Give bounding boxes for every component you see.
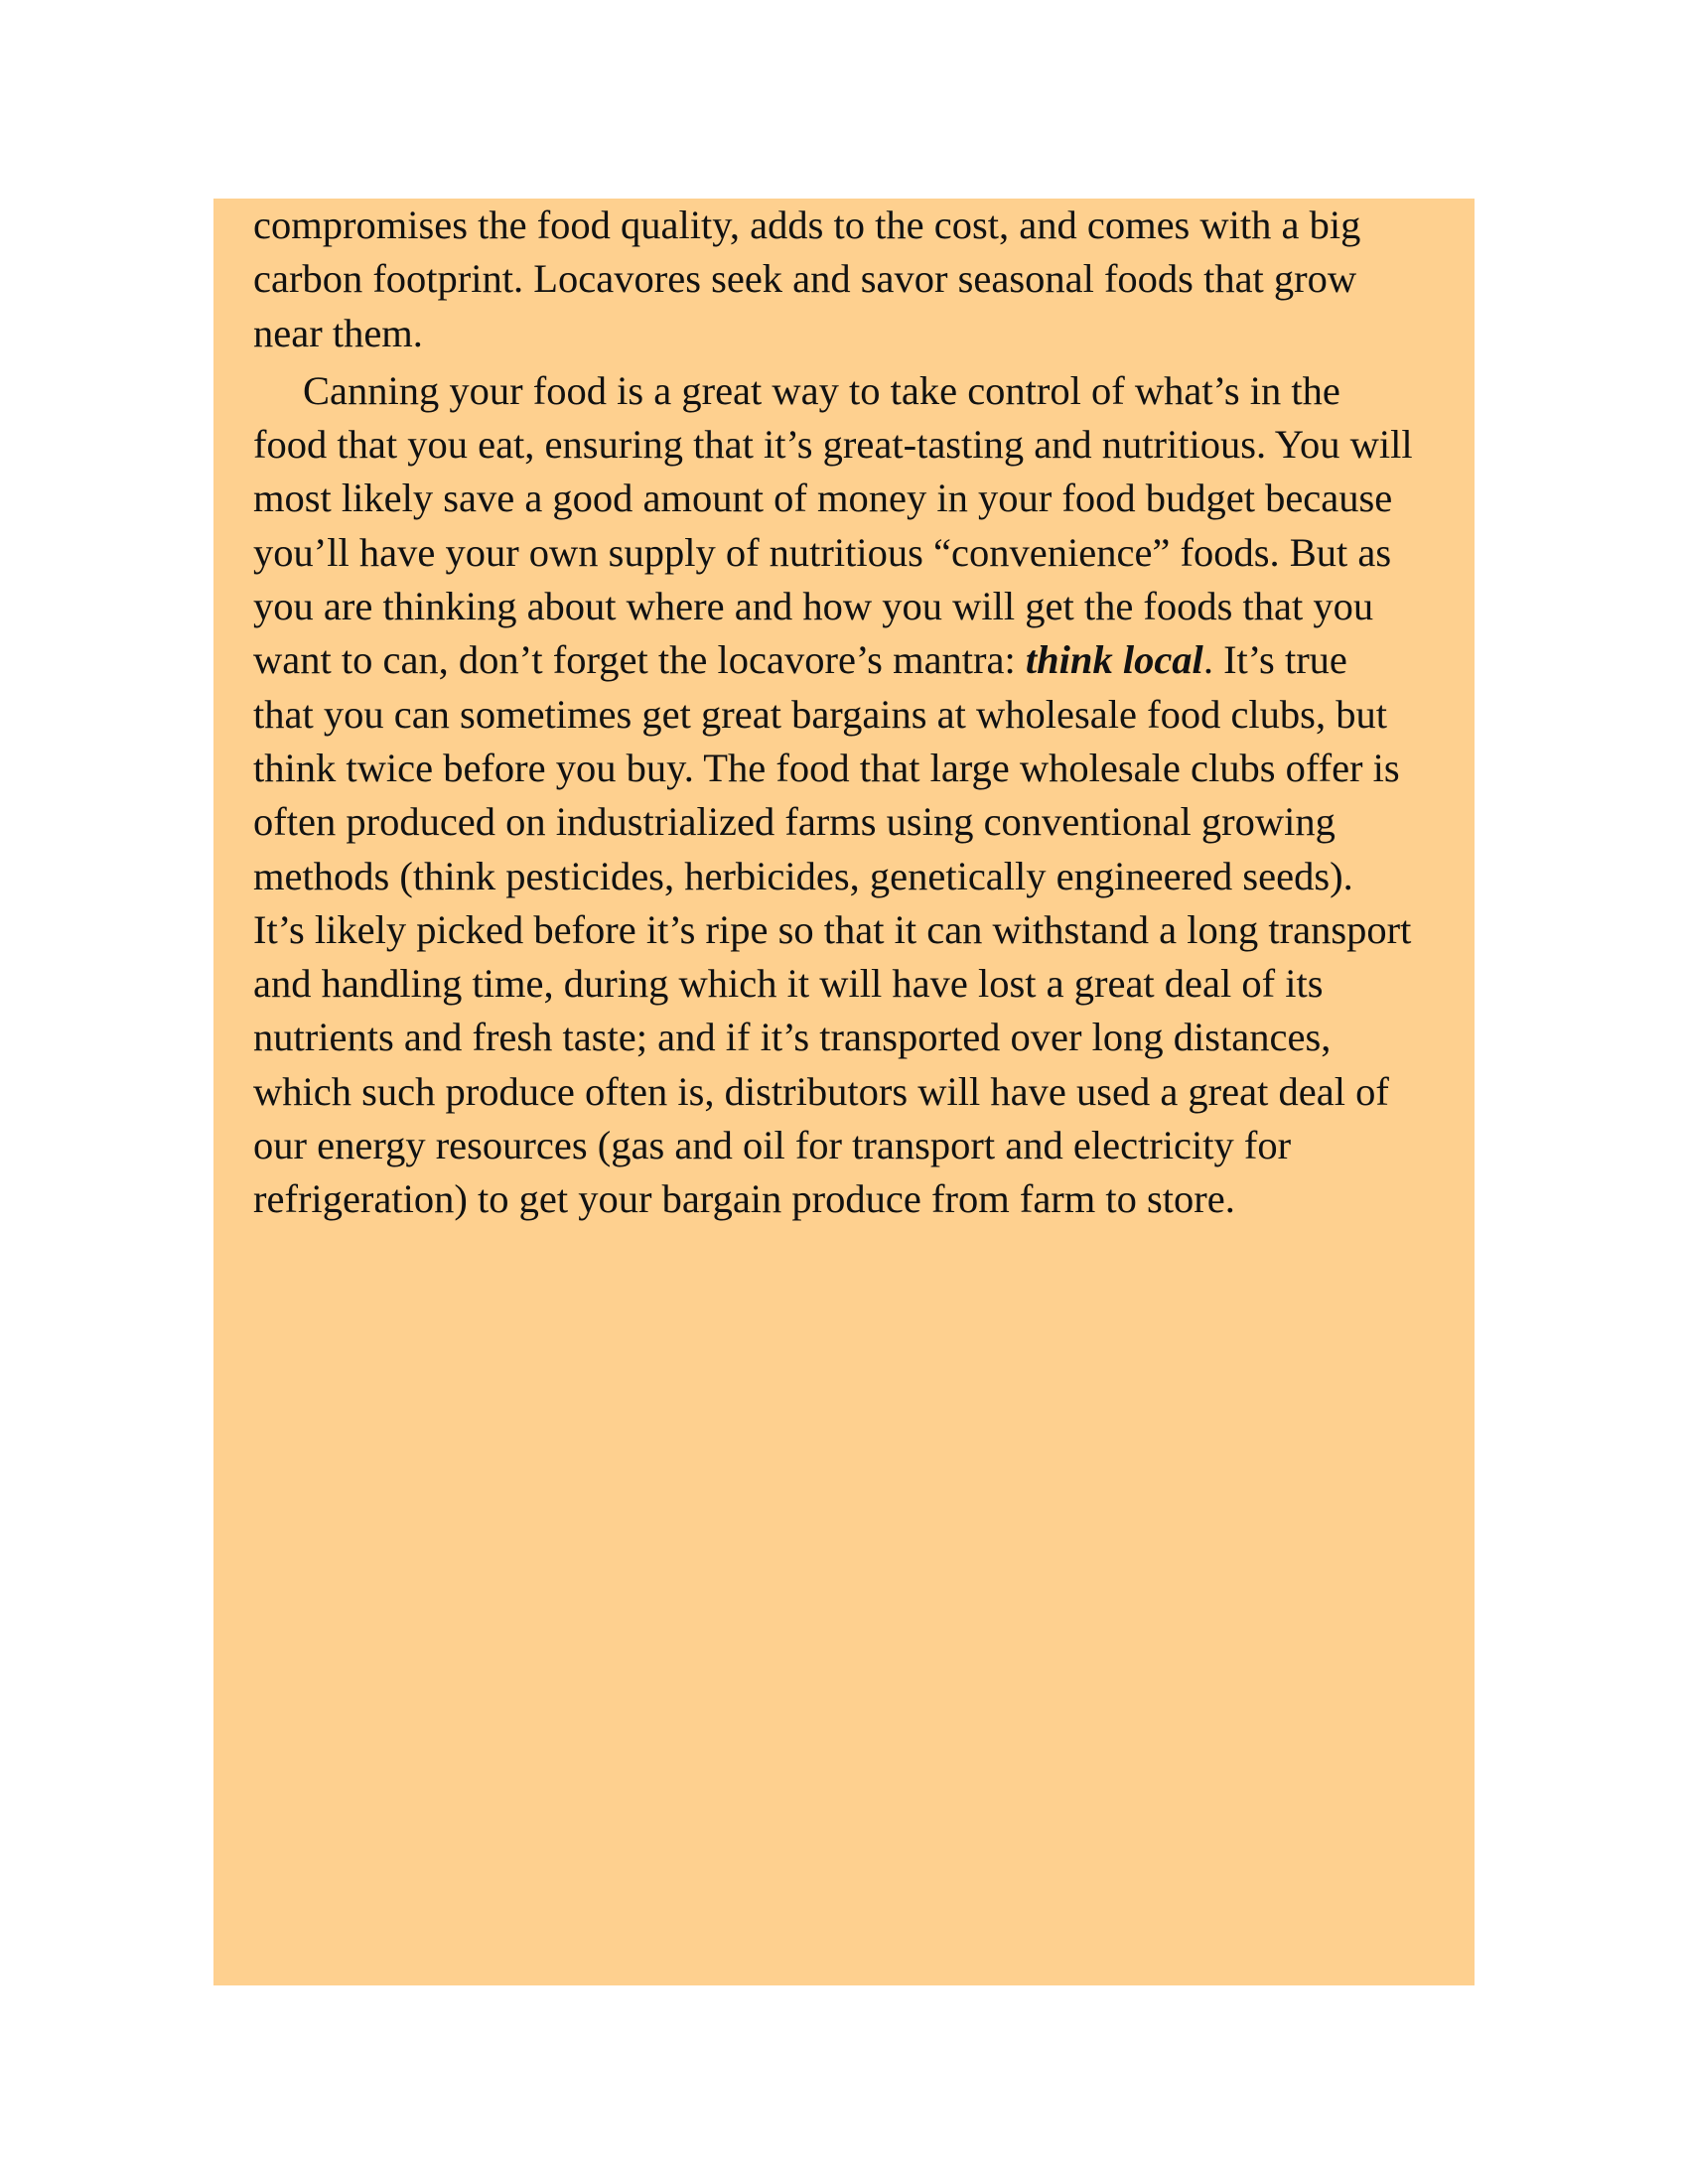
paragraph-2 — [253, 364, 1413, 1227]
emphasis-think-local: think local — [1025, 637, 1203, 683]
paragraph-1: compromises the food quality, adds to the cost, and comes with a big carbon footprint. Locavores seek and savor seasonal foods that grow near them. — [253, 203, 1361, 355]
sidebar-box — [213, 199, 1475, 1985]
paragraph-2-lead: Canning your food is a great way to take control of what’s in the food that you eat, ensuring that it’s great-tasting and nutritious. You will most likely save a good amount of money in your food budget because you’ll have your own supply of nutritious “convenience” foods. But as you are thinking about where and how you will get the foods that you want to can, don’t forget the locavore’s mantra: — [253, 367, 1413, 683]
paragraph-2-rest: . It’s true that you can sometimes get great bargains at wholesale food clubs, but think twice before you buy. The food that large wholesale clubs offer is often produced on industrialized farms using conventional growing methods (think pesticides, herbicides, genetically engineered seeds). It’s likely picked before it’s ripe so that it can withstand a long transport and handling time, during which it will have lost a great deal of its nutrients and fresh taste; and if it’s transported over long distances, which such produce often is, distributors will have used a great deal of our energy resources (gas and oil for transport and electricity for refrigeration) to get your bargain produce from farm to store. — [253, 637, 1412, 1222]
